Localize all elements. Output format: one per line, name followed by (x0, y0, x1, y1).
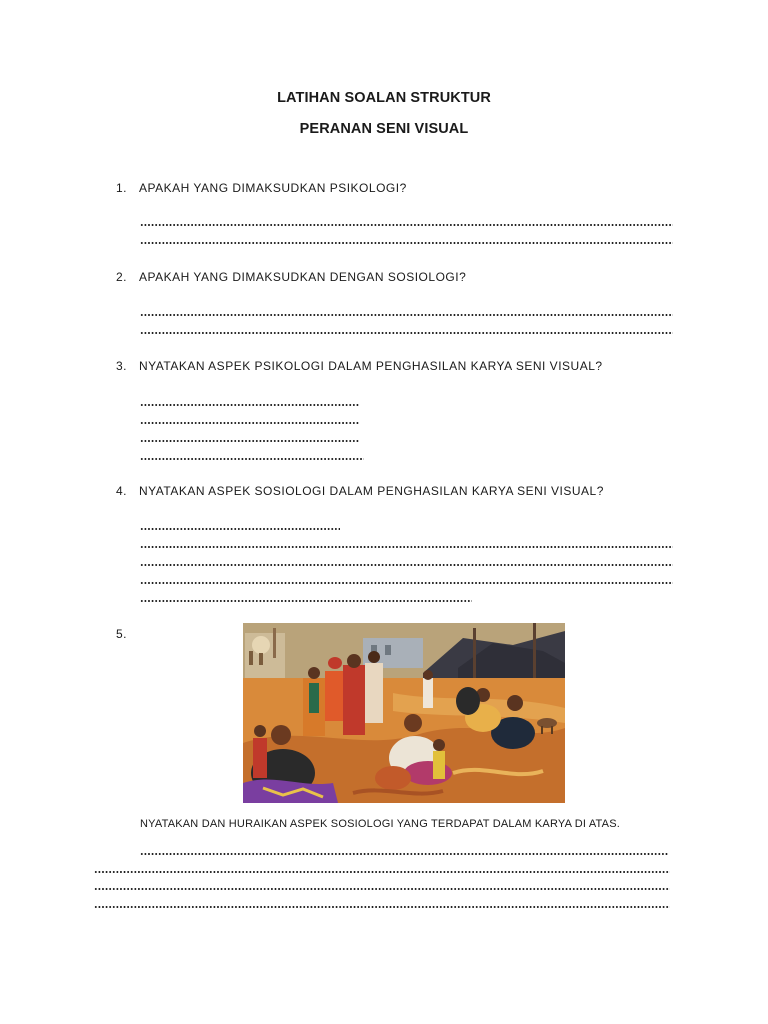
answer-line[interactable] (140, 403, 360, 407)
question-number: 2. (116, 270, 128, 284)
question-number: 4. (116, 484, 128, 498)
answer-line[interactable] (140, 457, 364, 461)
answer-line[interactable] (140, 545, 673, 549)
answer-line[interactable] (140, 421, 360, 425)
answer-line[interactable] (140, 223, 673, 227)
answer-line[interactable] (140, 331, 673, 335)
answer-line[interactable] (140, 599, 472, 603)
worksheet-subtitle: PERANAN SENI VISUAL (299, 121, 469, 137)
question-text: APAKAH YANG DIMAKSUDKAN DENGAN SOSIOLOGI? (139, 270, 467, 284)
answer-line[interactable] (140, 581, 673, 585)
answer-line[interactable] (140, 241, 673, 245)
answer-line[interactable] (94, 887, 670, 891)
question-number: 1. (116, 181, 128, 195)
question-text: NYATAKAN ASPEK SOSIOLOGI DALAM PENGHASILAN KARYA SENI VISUAL? (139, 484, 604, 498)
question-number: 5. (116, 627, 128, 641)
question-text: NYATAKAN ASPEK PSIKOLOGI DALAM PENGHASILAN KARYA SENI VISUAL? (139, 359, 603, 373)
answer-line[interactable] (94, 905, 670, 909)
answer-line[interactable] (140, 527, 340, 531)
question-5-text: NYATAKAN DAN HURAIKAN ASPEK SOSIOLOGI YANG TERDAPAT DALAM KARYA DI ATAS. (140, 818, 620, 830)
answer-line[interactable] (94, 870, 670, 874)
answer-line[interactable] (140, 852, 668, 856)
answer-line[interactable] (140, 439, 360, 443)
question-number: 3. (116, 359, 128, 373)
answer-line[interactable] (140, 563, 673, 567)
artwork-painting (243, 623, 565, 803)
answer-line[interactable] (140, 313, 673, 317)
worksheet-title: LATIHAN SOALAN STRUKTUR (277, 90, 491, 106)
question-text: APAKAH YANG DIMAKSUDKAN PSIKOLOGI? (139, 181, 407, 195)
